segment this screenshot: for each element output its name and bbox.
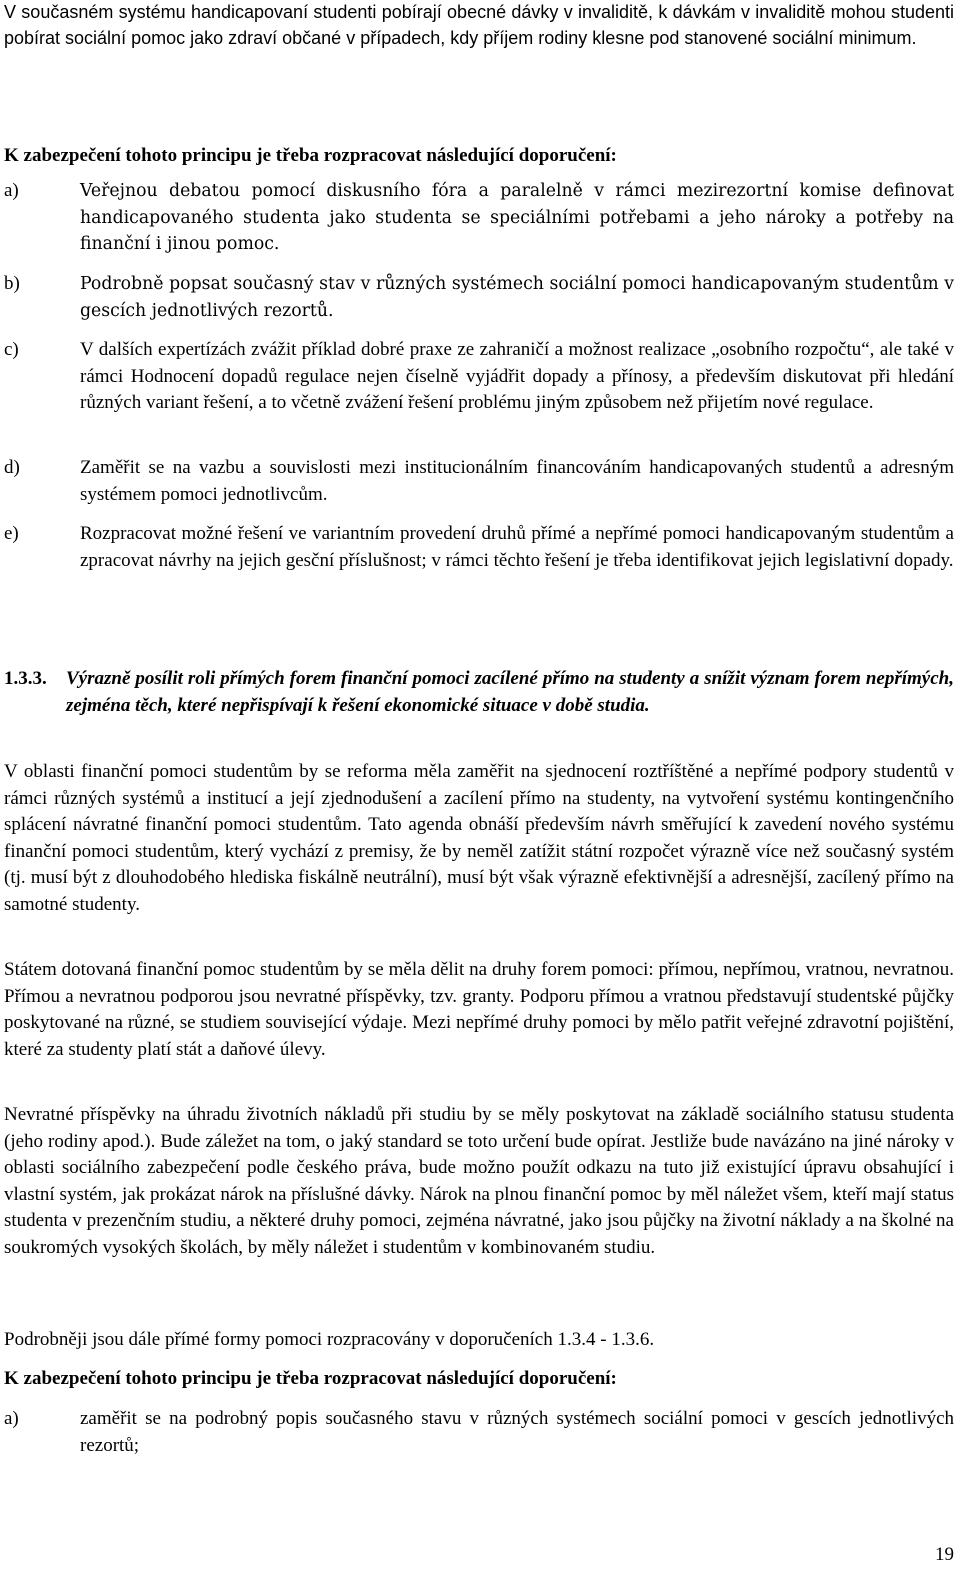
item-marker: b) xyxy=(4,273,20,294)
item-text: Rozpracovat možné řešení ve variantním provedení druhů přímé a nepřímé pomoci handicapovaným studentům a zpracovat návrhy na jejich gesční příslušnost; v rámci těchto řešení je třeba identifikovat jejich legislativní dopady. xyxy=(80,523,954,571)
body-paragraph-2: Státem dotovaná finanční pomoc studentům by se měla dělit na druhy forem pomoci: přímou, nepřímou, vratnou, nevratnou. Přímou a nevratnou podporou jsou nevratné příspěvky, tzv. granty. Podporu přímou a vratnou představují studentské půjčky poskytované na různé, se studiem související výdaje. Mezi nepřímé druhy pomoci by mělo patřit veřejné zdravotní pojištění, které za studenty platí stát a daňové úlevy. xyxy=(4,959,954,1060)
recommendations-heading-2: K zabezpečení tohoto principu je třeba rozpracovat následující doporučení: xyxy=(4,1368,617,1389)
item-marker: a) xyxy=(4,1408,19,1429)
item-text: Veřejnou debatou pomocí diskusního fóra a paralelně v rámci mezirezortní komise definovat handicapovaného studenta jako studenta se speciálními potřebami a jeho nároky a potřeby na finanční i jinou pomoc. xyxy=(80,181,954,255)
section-title xyxy=(4,666,954,719)
item-marker: d) xyxy=(4,457,20,478)
recommendation-item-d xyxy=(4,455,954,508)
body-paragraph-4: Podrobněji jsou dále přímé formy pomoci rozpracovány v doporučeních 1.3.4 - 1.3.6. xyxy=(4,1329,655,1350)
recommendation-item-a xyxy=(4,178,954,258)
recommendation-item-c xyxy=(4,337,954,417)
item-text: Podrobně popsat současný stav v různých systémech sociální pomoci handicapovaným studentům v gescích jednotlivých rezortů. xyxy=(80,274,954,321)
section-title-text: Výrazně posílit roli přímých forem finanční pomoci zacílené přímo na studenty a snížit význam forem nepřímých, zejména těch, které nepřispívají k řešení ekonomické situace v době studia. xyxy=(66,668,954,716)
recommendation-item-a-2 xyxy=(4,1406,954,1459)
intro-paragraph: V současném systému handicapovaní studenti pobírají obecné dávky v invaliditě, k dávkám v invaliditě mohou studenti pobírat sociální pomoc jako zdraví občané v případech, kdy příjem rodiny klesne pod stanovené sociální minimum. xyxy=(4,2,954,48)
page-number: 19 xyxy=(935,1544,954,1565)
item-text: Zaměřit se na vazbu a souvislosti mezi institucionálním financováním handicapovaných studentů a adresným systémem pomoci jednotlivcům. xyxy=(80,457,954,505)
item-text: zaměřit se na podrobný popis současného stavu v různých systémech sociální pomoci v gescích jednotlivých rezortů; xyxy=(80,1408,954,1456)
item-marker: a) xyxy=(4,180,19,201)
recommendations-heading-1: K zabezpečení tohoto principu je třeba rozpracovat následující doporučení: xyxy=(4,145,617,166)
item-marker: c) xyxy=(4,339,19,360)
recommendation-item-e xyxy=(4,521,954,574)
section-number: 1.3.3. xyxy=(4,668,47,689)
body-paragraph-3: Nevratné příspěvky na úhradu životních nákladů při studiu by se měly poskytovat na základě sociálního statusu studenta (jeho rodiny apod.). Bude záležet na tom, o jaký standard se toto určení bude opírat. Jestliže bude navázáno na jiné nároky v oblasti sociálního zabezpečení podle českého práva, bude možno použít odkazu na tuto již existující úpravu obsahující i vlastní systém, jak prokázat nárok na příslušné dávky. Nárok na plnou finanční pomoc by měl náležet všem, kteří mají status studenta v prezenčním studiu, a některé druhy pomoci, zejména návratné, jako jsou půjčky na životní náklady a na školné na soukromých vysokých školách, by měly náležet i studentům v kombinovaném studiu. xyxy=(4,1104,954,1258)
recommendation-item-b xyxy=(4,271,954,324)
item-marker: e) xyxy=(4,523,19,544)
body-paragraph-1: V oblasti finanční pomoci studentům by se reforma měla zaměřit na sjednocení roztříštěné a nepřímé podpory studentů v rámci různých systémů a institucí a její zjednodušení a zacílení přímo na studenty, na vytvoření systému kontingenčního splácení návratné finanční pomoci studentům. Tato agenda obnáší především návrh směřující k zavedení nového systému finanční pomoci studentům, který vychází z premisy, že by neměl zatížit státní rozpočet výrazně více než současný systém (tj. musí být z dlouhodobého hlediska fiskálně neutrální), musí být však výrazně efektivnější a adresnější, zacílený přímo na samotné studenty. xyxy=(4,761,954,915)
item-text: V dalších expertízách zvážit příklad dobré praxe ze zahraničí a možnost realizace „osobního rozpočtu“, ale také v rámci Hodnocení dopadů regulace nejen číselně vyjádřit dopady a přínosy, a především diskutovat při hledání různých variant řešení, a to včetně zvážení řešení problému jiným způsobem než přijetím nové regulace. xyxy=(80,339,954,414)
